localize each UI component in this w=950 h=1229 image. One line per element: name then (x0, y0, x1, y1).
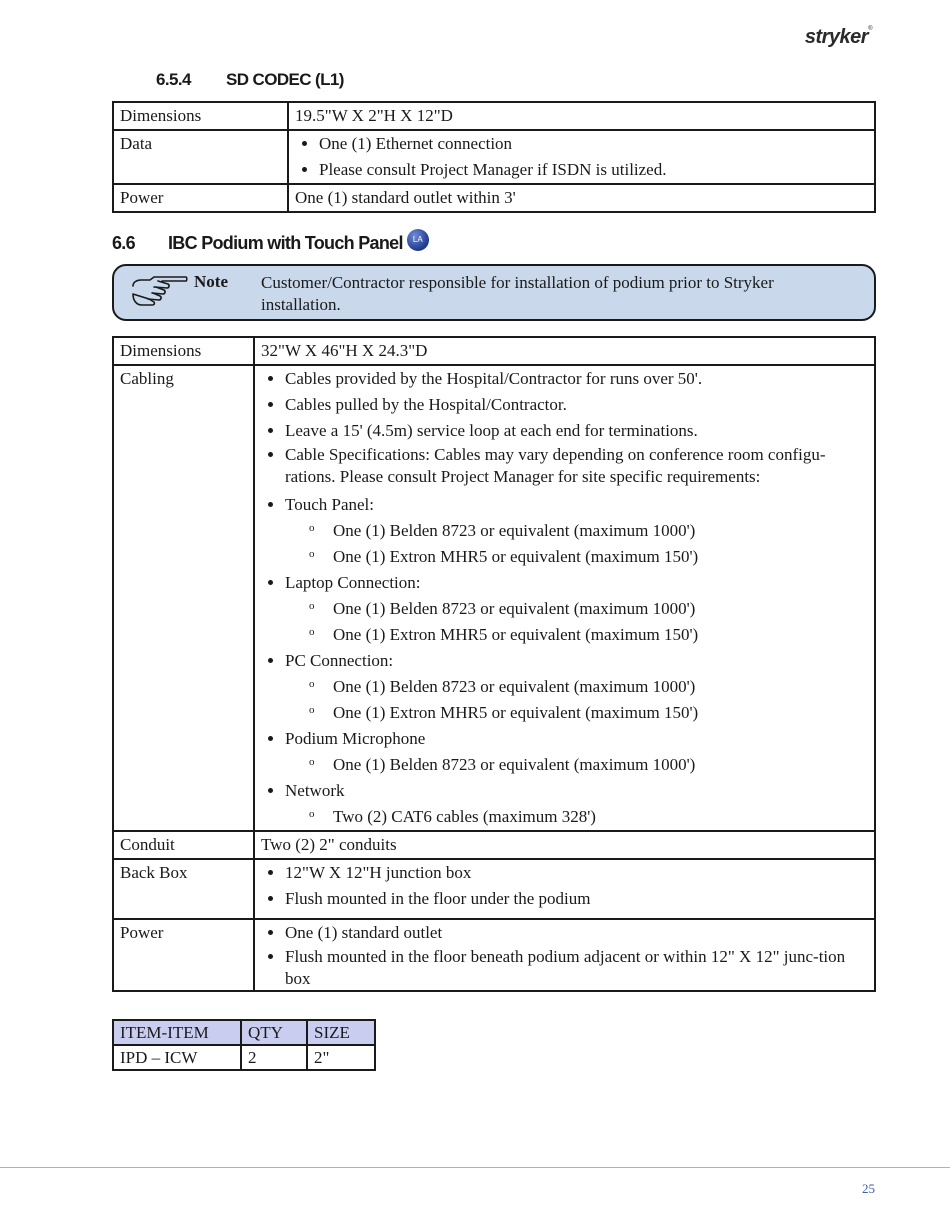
note-callout (112, 264, 876, 321)
row-label: Dimensions (113, 337, 254, 365)
table-row (113, 859, 875, 919)
logo-text: stryker (804, 26, 869, 48)
table-row (113, 184, 875, 212)
table-row (113, 130, 875, 184)
items-table (112, 1019, 376, 1071)
row-value (254, 859, 875, 919)
page-number: 25 (862, 1181, 875, 1196)
table-header-row (113, 1020, 375, 1045)
sub-list-item: o Two (2) CAT6 cables (maximum 328') (309, 804, 868, 830)
row-label: Data (113, 130, 288, 184)
list-item: • 12"W X 12"H junction box (285, 860, 868, 886)
table-row (113, 1045, 375, 1070)
list-item: • Cables pulled by the Hospital/Contractor. (285, 392, 868, 418)
row-label: Power (113, 919, 254, 991)
sub-list-item: o One (1) Belden 8723 or equivalent (maximum 1000') (309, 674, 868, 700)
group-title: Touch Panel: (285, 495, 374, 514)
section-heading-66 (112, 233, 429, 254)
column-header: SIZE (307, 1020, 375, 1045)
table-cell: 2 (241, 1045, 307, 1070)
table-cell: IPD – ICW (113, 1045, 241, 1070)
row-value: Two (2) 2" conduits (254, 831, 875, 859)
note-label: Note (194, 272, 228, 291)
row-value (288, 130, 875, 184)
list-item (285, 648, 868, 726)
section-heading-654 (156, 70, 344, 90)
list-item: • Cables provided by the Hospital/Contractor for runs over 50'. (285, 366, 868, 392)
table-row (113, 831, 875, 859)
row-value (254, 365, 875, 831)
sub-list-item: o One (1) Extron MHR5 or equivalent (maximum 150') (309, 700, 868, 726)
sub-list-item: o One (1) Belden 8723 or equivalent (maximum 1000') (309, 518, 868, 544)
list-item: • Flush mounted in the floor beneath podium adjacent or within 12" X 12" junc-tion box (285, 946, 868, 990)
row-value (254, 919, 875, 991)
row-label: Conduit (113, 831, 254, 859)
row-value: One (1) standard outlet within 3' (288, 184, 875, 212)
sub-list-item: o One (1) Belden 8723 or equivalent (maximum 1000') (309, 596, 868, 622)
list-item (285, 570, 868, 648)
list-item (285, 492, 868, 570)
group-title: Network (285, 781, 345, 800)
list-item: • Cable Specifications: Cables may vary depending on conference room configu-rations. Please consult Project Manager for site specific requirements: (285, 444, 868, 488)
row-value: 32"W X 46"H X 24.3"D (254, 337, 875, 365)
section-number: 6.6 (112, 233, 135, 253)
row-label: Back Box (113, 859, 254, 919)
note-text: Customer/Contractor responsible for installation of podium prior to Stryker installation. (261, 273, 774, 314)
registered-mark: ® (868, 26, 872, 32)
column-header: QTY (241, 1020, 307, 1045)
section-title: IBC Podium with Touch Panel (168, 233, 403, 253)
sub-list-item: o One (1) Belden 8723 or equivalent (maximum 1000') (309, 752, 868, 778)
group-title: PC Connection: (285, 651, 394, 670)
list-item (285, 778, 868, 830)
list-item: • One (1) standard outlet (285, 920, 868, 946)
codec-spec-table (112, 101, 876, 213)
table-row (113, 102, 875, 130)
group-title: Podium Microphone (285, 729, 426, 748)
row-label: Cabling (113, 365, 254, 831)
list-item: • One (1) Ethernet connection (319, 131, 868, 157)
section-title: SD CODEC (L1) (226, 70, 344, 89)
list-item: • Leave a 15' (4.5m) service loop at each end for terminations. (285, 418, 868, 444)
footer-divider (0, 1167, 950, 1168)
sub-list-item: o One (1) Extron MHR5 or equivalent (maximum 150') (309, 622, 868, 648)
table-row (113, 919, 875, 991)
stryker-logo (805, 26, 872, 49)
sub-list-item: o One (1) Extron MHR5 or equivalent (maximum 150') (309, 544, 868, 570)
podium-spec-table (112, 336, 876, 992)
la-badge-icon: LA (407, 229, 429, 251)
table-row (113, 337, 875, 365)
row-label: Power (113, 184, 288, 212)
column-header: ITEM-ITEM (113, 1020, 241, 1045)
table-cell: 2" (307, 1045, 375, 1070)
pointing-hand-icon (130, 274, 188, 308)
section-number: 6.5.4 (156, 70, 191, 89)
group-title: Laptop Connection: (285, 573, 421, 592)
table-row (113, 365, 875, 831)
list-item: • Flush mounted in the floor under the podium (285, 886, 868, 912)
list-item: • Please consult Project Manager if ISDN is utilized. (319, 157, 868, 183)
row-label: Dimensions (113, 102, 288, 130)
row-value: 19.5"W X 2"H X 12"D (288, 102, 875, 130)
list-item (285, 726, 868, 778)
